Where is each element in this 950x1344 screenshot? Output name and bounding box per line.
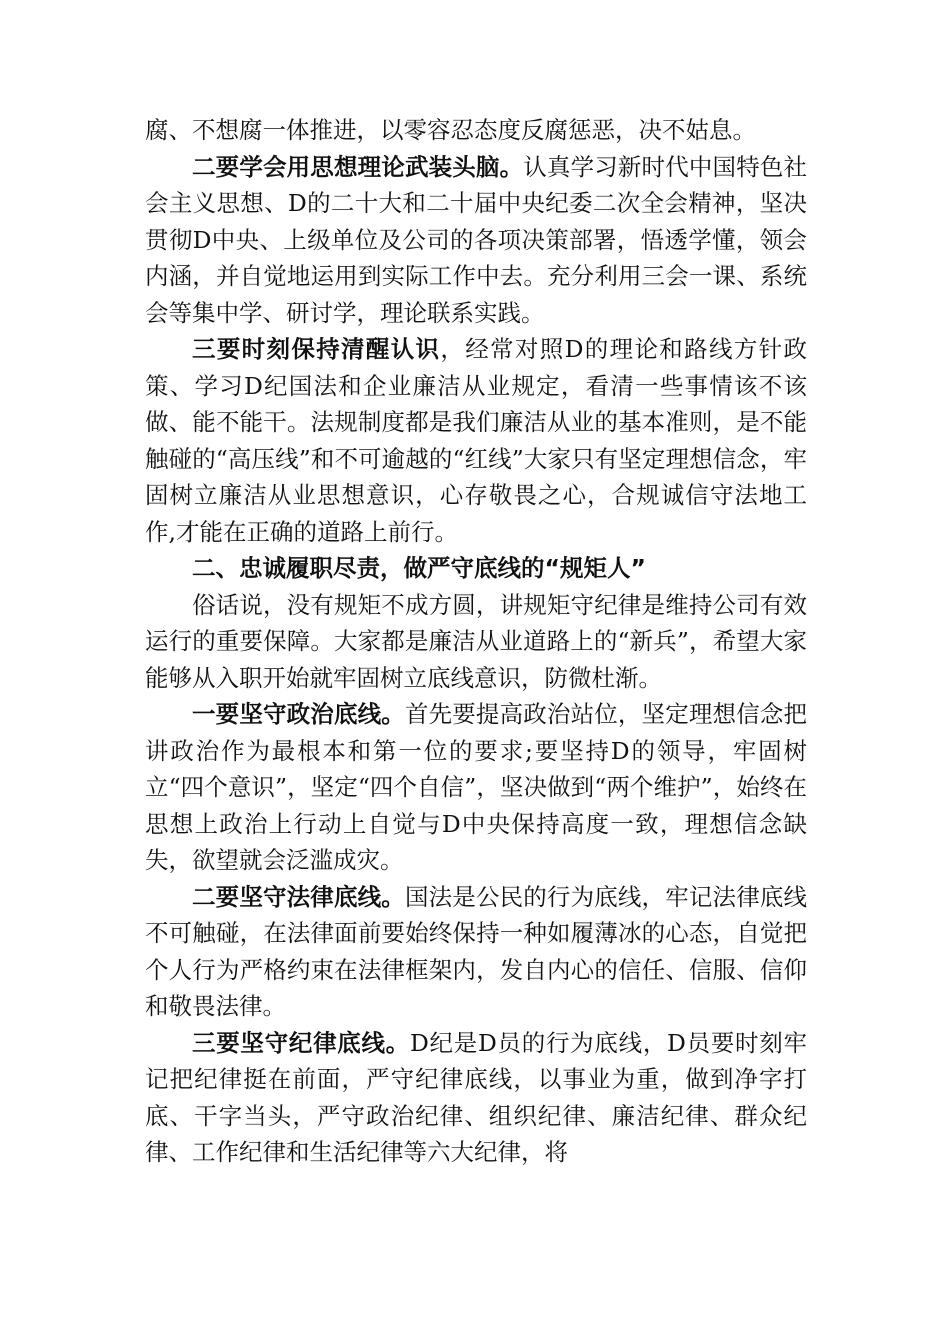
paragraph-lead: 二要学会用思想理论武装头脑。 [192, 152, 524, 181]
paragraph-theory-study [145, 149, 807, 332]
paragraph-intro [145, 587, 807, 697]
paragraph-text: 认真学习新时代中国特色社会主义思想、D的二十大和二十届中央纪委二次全会精神，坚决贯彻D中央、上级单位及公司的各项决策部署，悟透学懂，领会内涵，并自觉地运用到实际工作中去。充分利用三会一课、系统会等集中学、研讨学，理论联系实践。 [145, 152, 808, 327]
paragraph-clear-awareness [145, 331, 807, 550]
paragraph-text: 腐、不想腐一体推进，以零容忍态度反腐惩恶，决不姑息。 [145, 116, 756, 144]
paragraph-lead: 一要坚守政治底线。 [192, 700, 405, 728]
paragraph-text: D纪是D员的行为底线，D员要时刻牢记把纪律挺在前面，严守纪律底线，以事业为重，做到净字打底、干字当头，严守政治纪律、组织纪律、廉洁纪律、群众纪律、工作纪律和生活纪律等六大纪律，将 [145, 1028, 807, 1166]
section-heading-text: 二、忠诚履职尽责，做严守底线的“规矩人” [192, 554, 646, 582]
paragraph-text: 首先要提高政治站位，坚定理想信念把讲政治作为最根本和第一位的要求;要坚持D的领导，牢固树立“四个意识”，坚定“四个自信”，坚决做到“两个维护”，始终在思想上政治上行动上自觉与D中央保持高度一致，理想信念缺失，欲望就会泛滥成灾。 [145, 700, 808, 874]
paragraph-lead: 三要坚守纪律底线。 [192, 1028, 410, 1057]
paragraph-text: ，经常对照D的理论和路线方针政策、学习D纪国法和企业廉洁从业规定，看清一些事情该不该做、能不能干。法规制度都是我们廉洁从业的基本准则，是不能触碰的“高压线”和不可逾越的“红线”大家只有坚定理想信念，牢固树立廉洁从业思想意识，心存敬畏之心，合规诚信守法地工作,才能在正确的道路上前行。 [145, 335, 808, 546]
paragraph-political-bottom-line [145, 696, 807, 879]
section-heading [145, 550, 807, 587]
paragraph-continuation [145, 112, 807, 149]
paragraph-discipline-bottom-line [145, 1025, 807, 1171]
paragraph-legal-bottom-line [145, 879, 807, 1025]
document-page [145, 112, 807, 1171]
paragraph-text: 国法是公民的行为底线，牢记法律底线不可触碰，在法律面前要始终保持一种如履薄冰的心态，自觉把个人行为严格约束在法律框架内，发自内心的信任、信服、信仰和敬畏法律。 [145, 882, 808, 1020]
paragraph-lead: 三要时刻保持清醒认识 [192, 335, 441, 363]
paragraph-lead: 二要坚守法律底线。 [192, 882, 405, 911]
paragraph-text: 俗话说，没有规矩不成方圆，讲规矩守纪律是维持公司有效运行的重要保障。大家都是廉洁从业道路上的“新兵”，希望大家能够从入职开始就牢固树立底线意识，防微杜渐。 [145, 590, 807, 692]
